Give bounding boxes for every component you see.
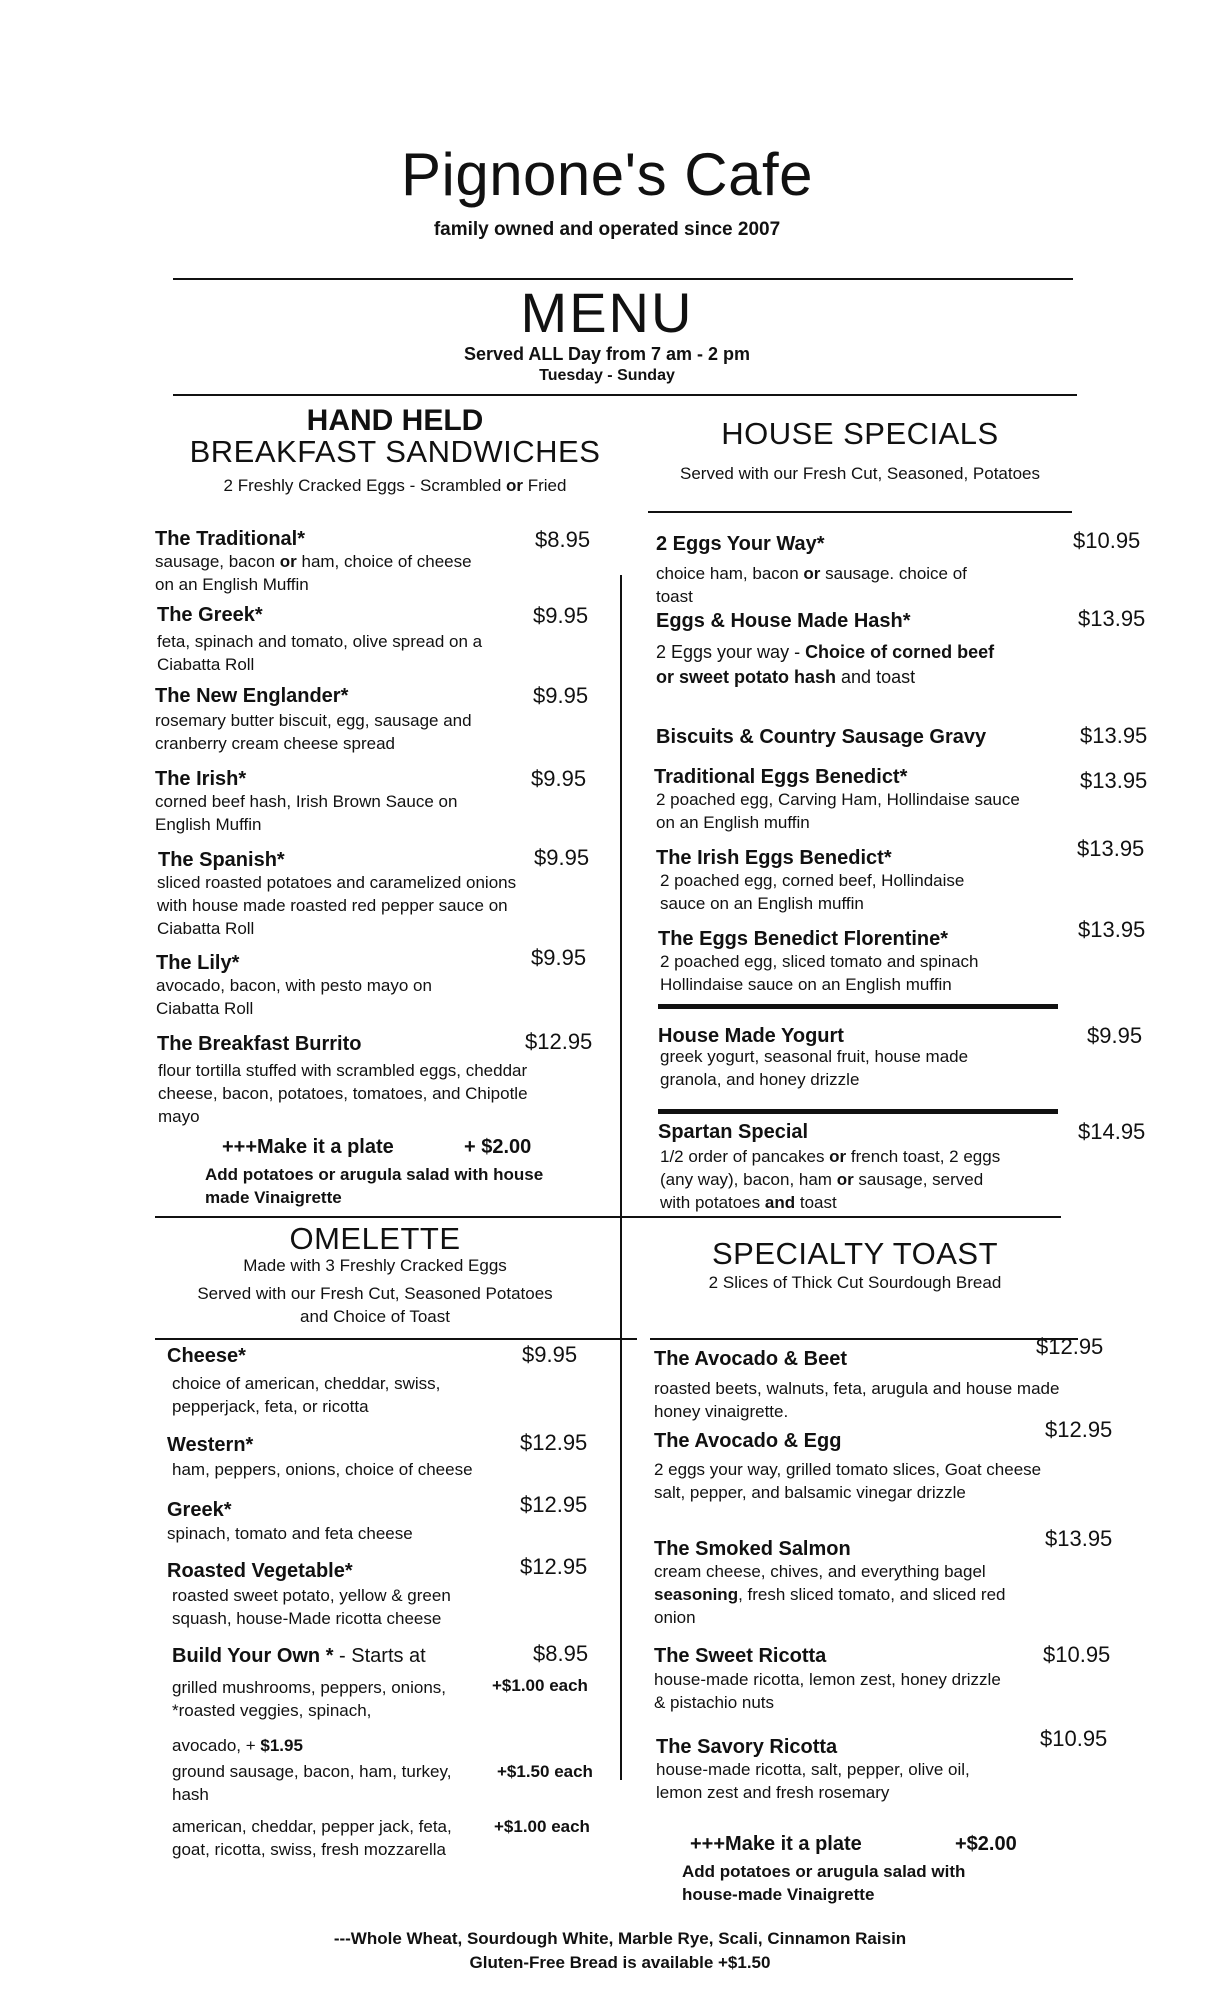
specials-subtitle: Served with our Fresh Cut, Seasoned, Potatoes xyxy=(679,464,1041,483)
item-name: The Smoked Salmon xyxy=(654,1538,851,1560)
item-price: $13.95 xyxy=(1077,836,1145,861)
item-price: $10.95 xyxy=(1043,1642,1111,1667)
item-price: $8.95 xyxy=(533,1641,589,1666)
item-price: $13.95 xyxy=(1078,917,1146,942)
item-price: $9.95 xyxy=(534,845,590,870)
item-price: $14.95 xyxy=(1078,1119,1146,1144)
item-name: 2 Eggs Your Way* xyxy=(656,533,825,555)
addon-option: american, cheddar, pepper jack, feta, goat, ricotta, swiss, fresh mozzarella xyxy=(172,1817,452,1859)
item-description: 2 Eggs your way - Choice of corned beef or sweet potato hash and toast xyxy=(656,642,995,687)
item-name: The Irish* xyxy=(155,768,247,790)
item-description: house-made ricotta, lemon zest, honey drizzle & pistachio nuts xyxy=(654,1670,1001,1712)
item-description: 2 poached egg, Carving Ham, Hollindaise sauce on an English muffin xyxy=(656,790,1020,832)
gluten-free-note: Gluten-Free Bread is available +$1.50 xyxy=(469,1953,771,1972)
item-description: sliced roasted potatoes and caramelized onions with house made roasted red pepper sauce on Ciabatta Roll xyxy=(157,873,517,938)
item-description: 1/2 order of pancakes or french toast, 2 eggs (any way), bacon, ham or sausage, served with potatoes and toast xyxy=(660,1147,1001,1212)
thick-divider xyxy=(658,1109,1058,1114)
column-divider xyxy=(620,575,622,1780)
item-price: $9.95 xyxy=(1087,1023,1143,1048)
item-price: $13.95 xyxy=(1080,768,1148,793)
item-price: $12.95 xyxy=(520,1430,588,1455)
omelette-title: OMELETTE xyxy=(289,1221,461,1256)
omelette-subtitle-1: Made with 3 Freshly Cracked Eggs xyxy=(243,1256,507,1275)
item-price: $12.95 xyxy=(1036,1334,1104,1359)
item-name: The Traditional* xyxy=(155,528,306,550)
item-name: The Avocado & Beet xyxy=(654,1348,847,1370)
item-name: The Avocado & Egg xyxy=(654,1430,842,1452)
item-price: $12.95 xyxy=(1045,1417,1113,1442)
omelette-divider xyxy=(155,1338,637,1340)
item-description: 2 poached egg, sliced tomato and spinach Hollindaise sauce on an English muffin xyxy=(660,952,979,994)
item-name: Roasted Vegetable* xyxy=(167,1560,353,1582)
bread-options: ---Whole Wheat, Sourdough White, Marble Rye, Scali, Cinnamon Raisin xyxy=(333,1929,907,1948)
item-price: $10.95 xyxy=(1073,528,1141,553)
serving-days: Tuesday - Sunday xyxy=(539,367,675,384)
item-description: feta, spinach and tomato, olive spread on a Ciabatta Roll xyxy=(157,632,483,674)
item-price: $13.95 xyxy=(1078,606,1146,631)
addon-price: +$1.00 each xyxy=(492,1676,588,1695)
sandwiches-title-2: BREAKFAST SANDWICHES xyxy=(189,434,601,469)
toast-title: SPECIALTY TOAST xyxy=(711,1236,999,1271)
cafe-title: Pignone's Cafe xyxy=(400,141,814,208)
plate-note: Add potatoes or arugula salad with house made Vinaigrette xyxy=(205,1165,544,1207)
item-description: sausage, bacon or ham, choice of cheese on an English Muffin xyxy=(155,552,472,594)
item-description: house-made ricotta, salt, pepper, olive oil, lemon zest and fresh rosemary xyxy=(656,1760,970,1802)
item-name: The New Englander* xyxy=(155,685,349,707)
item-name: Traditional Eggs Benedict* xyxy=(654,766,908,788)
make-it-a-plate-price: + $2.00 xyxy=(464,1136,532,1158)
item-description: 2 eggs your way, grilled tomato slices, Goat cheese salt, pepper, and balsamic vinegar drizzle xyxy=(654,1460,1042,1502)
serving-hours: Served ALL Day from 7 am - 2 pm xyxy=(463,344,751,364)
addon-price: +$1.00 each xyxy=(494,1817,590,1836)
addon-price: +$1.50 each xyxy=(497,1762,593,1781)
item-description: roasted sweet potato, yellow & green squash, house-Made ricotta cheese xyxy=(172,1586,451,1628)
make-it-a-plate-label: +++Make it a plate xyxy=(690,1833,862,1855)
specials-divider xyxy=(648,511,1072,513)
item-description: flour tortilla stuffed with scrambled eggs, cheddar cheese, bacon, potatoes, tomatoes, and Chipotle mayo xyxy=(158,1061,528,1126)
sandwiches-subtitle: 2 Freshly Cracked Eggs - Scrambled or Fried xyxy=(223,476,567,495)
build-your-own: Build Your Own * - Starts at xyxy=(172,1645,426,1667)
plate-note: Add potatoes or arugula salad with house-made Vinaigrette xyxy=(682,1862,966,1904)
item-description: ham, peppers, onions, choice of cheese xyxy=(172,1460,473,1479)
make-it-a-plate-label: +++Make it a plate xyxy=(222,1136,394,1158)
specials-title: HOUSE SPECIALS xyxy=(721,416,999,451)
item-name: Cheese* xyxy=(167,1345,246,1367)
item-description: cream cheese, chives, and everything bagel seasoning, fresh sliced tomato, and sliced red onion xyxy=(654,1562,1006,1627)
item-name: The Savory Ricotta xyxy=(656,1736,838,1758)
item-price: $9.95 xyxy=(522,1342,578,1367)
menu-heading: MENU xyxy=(520,281,694,344)
item-price: $12.95 xyxy=(520,1554,588,1579)
item-name: Biscuits & Country Sausage Gravy xyxy=(656,726,987,748)
thick-divider xyxy=(658,1004,1058,1009)
item-name: Eggs & House Made Hash* xyxy=(656,610,911,632)
item-name: The Eggs Benedict Florentine* xyxy=(658,928,949,950)
item-name: Spartan Special xyxy=(658,1121,809,1143)
sandwiches-header xyxy=(155,404,635,496)
item-price: $9.95 xyxy=(531,766,587,791)
divider xyxy=(173,394,1077,396)
item-name: Western* xyxy=(167,1434,254,1456)
item-name: The Spanish* xyxy=(158,849,285,871)
addon-option: grilled mushrooms, peppers, onions, *roasted veggies, spinach, xyxy=(172,1678,447,1720)
addon-option: avocado, + $1.95 xyxy=(172,1736,303,1755)
make-it-a-plate-price: +$2.00 xyxy=(955,1833,1017,1855)
item-name: The Lily* xyxy=(156,952,240,974)
addon-option: ground sausage, bacon, ham, turkey, hash xyxy=(172,1762,452,1804)
toast-subtitle: 2 Slices of Thick Cut Sourdough Bread xyxy=(708,1273,1002,1292)
item-price: $8.95 xyxy=(535,527,591,552)
sandwiches-title-1: HAND HELD xyxy=(306,404,484,437)
item-description: 2 poached egg, corned beef, Hollindaise sauce on an English muffin xyxy=(660,871,965,913)
item-price: $9.95 xyxy=(533,683,589,708)
tagline: family owned and operated since 2007 xyxy=(433,219,781,240)
item-name: The Greek* xyxy=(157,604,263,626)
item-name: The Breakfast Burrito xyxy=(157,1033,362,1055)
item-description: choice ham, bacon or sausage. choice of toast xyxy=(656,564,967,606)
item-description: spinach, tomato and feta cheese xyxy=(167,1524,413,1543)
item-description: choice of american, cheddar, swiss, pepperjack, feta, or ricotta xyxy=(172,1374,441,1416)
item-name: Greek* xyxy=(167,1499,232,1521)
item-description: greek yogurt, seasonal fruit, house made granola, and honey drizzle xyxy=(660,1047,969,1089)
item-price: $10.95 xyxy=(1040,1726,1108,1751)
item-description: roasted beets, walnuts, feta, arugula and house made honey vinaigrette. xyxy=(654,1379,1060,1421)
item-name: House Made Yogurt xyxy=(658,1025,844,1047)
section-divider xyxy=(155,1216,1061,1218)
item-price: $9.95 xyxy=(531,945,587,970)
item-price: $9.95 xyxy=(533,603,589,628)
item-description: rosemary butter biscuit, egg, sausage and cranberry cream cheese spread xyxy=(155,711,472,753)
item-price: $12.95 xyxy=(520,1492,588,1517)
item-description: avocado, bacon, with pesto mayo on Ciabatta Roll xyxy=(156,976,432,1018)
toast-divider xyxy=(650,1338,1078,1340)
item-name: The Sweet Ricotta xyxy=(654,1645,827,1667)
item-description: corned beef hash, Irish Brown Sauce on English Muffin xyxy=(155,792,458,834)
omelette-subtitle-2: Served with our Fresh Cut, Seasoned Potatoes and Choice of Toast xyxy=(197,1284,553,1326)
item-price: $13.95 xyxy=(1045,1526,1113,1551)
item-price: $13.95 xyxy=(1080,723,1148,748)
item-name: The Irish Eggs Benedict* xyxy=(656,847,892,869)
item-price: $12.95 xyxy=(525,1029,593,1054)
